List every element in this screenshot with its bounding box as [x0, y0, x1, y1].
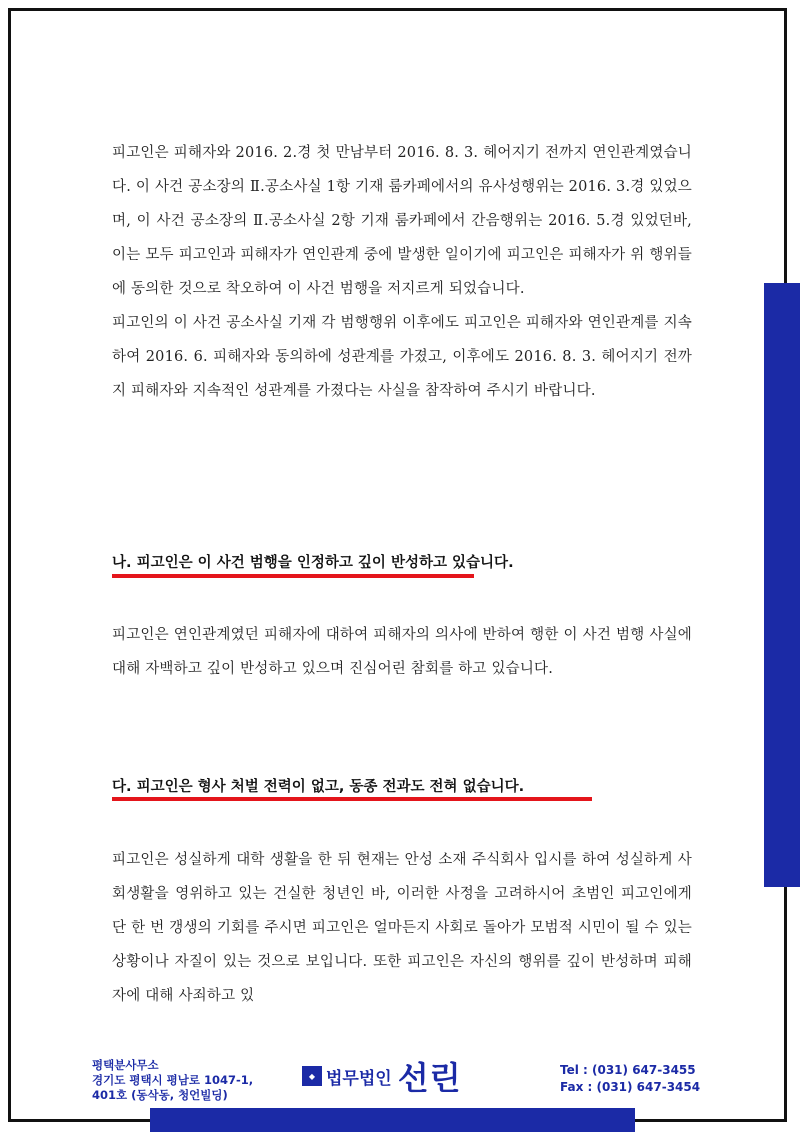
office-info — [92, 1058, 253, 1103]
paragraph-3: 피고인은 연인관계였던 피해자에 대하여 피해자의 의사에 반하여 행한 이 사건 범행 사실에 대해 자백하고 깊이 반성하고 있으며 진심어린 참회를 하고 있습니다. — [112, 627, 692, 677]
fax: Fax : (031) 647-3454 — [560, 1080, 701, 1094]
document-body — [112, 136, 692, 408]
side-blue-bar — [764, 283, 800, 887]
office-address-1: 경기도 평택시 평남로 1047-1, — [92, 1073, 254, 1087]
paragraph-2: 피고인의 이 사건 공소사실 기재 각 범행행위 이후에도 피고인은 피해자와 연인관계를 지속하여 2016. 6. 피해자와 동의하에 성관계를 가졌고, 이후에도 2016. 8. 3. 헤어지기 전까지 피해자와 지속적인 성관계를 가졌다는 사실을 참작하여 주시기 바랍니다. — [112, 315, 692, 399]
heading-na-underline — [112, 574, 474, 578]
paragraph-3-block — [112, 618, 692, 686]
paragraph-1: 피고인은 피해자와 2016. 2.경 첫 만남부터 2016. 8. 3. 헤어지기 전까지 연인관계였습니다. 이 사건 공소장의 Ⅱ.공소사실 1항 기재 룸카페에서의 유사성행위는 2016. 3.경 있었으며, 이 사건 공소장의 Ⅱ.공소사실 2항 기재 룸카페에서 간음행위는 2016. 5.경 있었던바, 이는 모두 피고인과 피해자가 연인관계 중에 발생한 일이기에 피고인은 피해자가 위 행위들에 동의한 것으로 착오하여 이 사건 범행을 저지르게 되었습니다. — [112, 145, 692, 297]
logo-small-text: 법무법인 — [326, 1068, 392, 1089]
heading-da: 다. 피고인은 형사 처벌 전력이 없고, 동종 전과도 전혀 없습니다. — [112, 779, 525, 795]
bottom-blue-bar — [150, 1108, 635, 1132]
letterhead-footer — [0, 1052, 800, 1108]
office-name: 평택분사무소 — [92, 1058, 159, 1072]
logo-big-text: 선린 — [397, 1059, 462, 1097]
logo-emblem-icon: ◆ — [302, 1066, 322, 1086]
tel: Tel : (031) 647-3455 — [560, 1063, 696, 1077]
paragraph-4: 피고인은 성실하게 대학 생활을 한 뒤 현재는 안성 소재 주식회사 입시를 하여 성실하게 사회생활을 영위하고 있는 건실한 청년인 바, 이러한 사정을 고려하시어 초범인 피고인에게 단 한 번 갱생의 기회를 주시면 피고인은 얼마든지 사회로 돌아가 모범적 시민이 될 수 있는 상황이나 자질이 있는 것으로 보입니다. 또한 피고인은 자신의 행위를 깊이 반성하며 피해자에 대해 사죄하고 있 — [112, 852, 692, 1004]
office-address-2: 401호 (동삭동, 청언빌딩) — [92, 1088, 228, 1102]
contact-info — [560, 1062, 700, 1096]
heading-da-underline — [112, 797, 592, 801]
paragraph-4-block — [112, 843, 692, 1013]
firm-logo — [302, 1054, 462, 1098]
heading-na: 나. 피고인은 이 사건 범행을 인정하고 깊이 반성하고 있습니다. — [112, 555, 514, 571]
